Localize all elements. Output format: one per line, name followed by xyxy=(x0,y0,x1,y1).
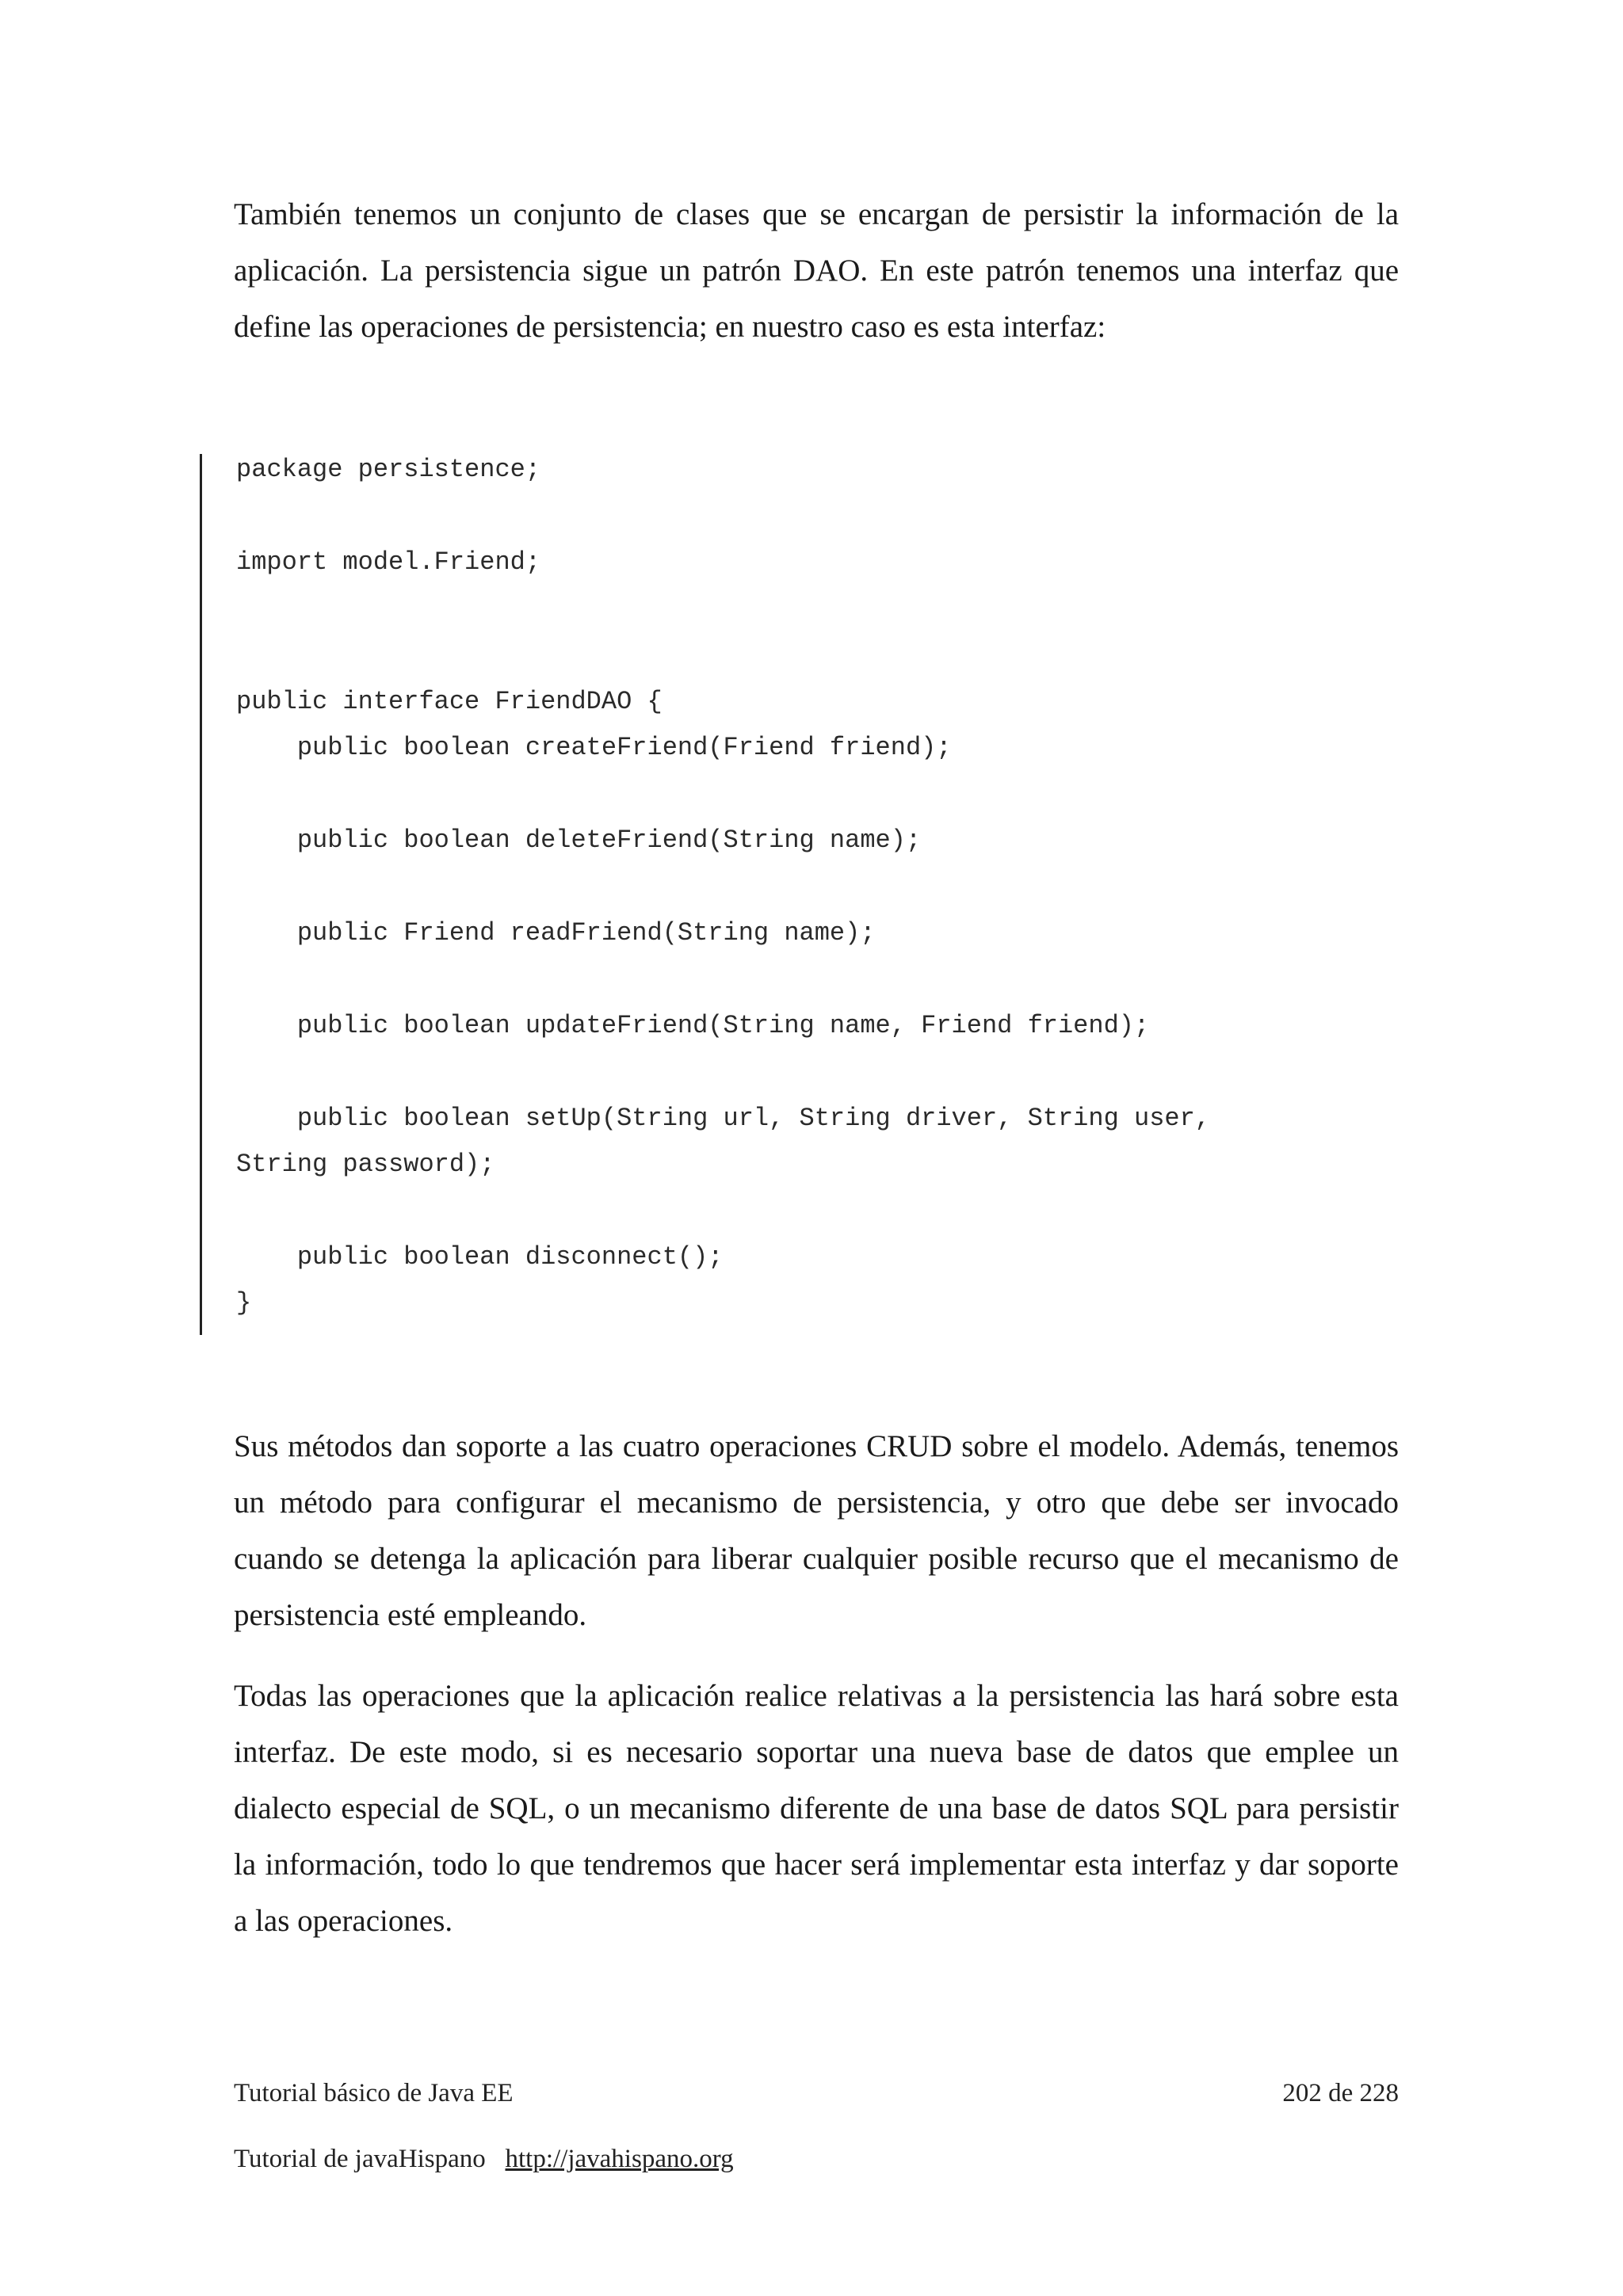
code-line-read: public Friend readFriend(String name); xyxy=(236,918,876,948)
page-counter xyxy=(1282,2077,1399,2109)
footer-title: Tutorial básico de Java EE xyxy=(234,2079,514,2107)
publisher-link[interactable]: http://javahispano.org xyxy=(505,2145,734,2173)
code-line-import: import model.Friend; xyxy=(236,547,541,577)
code-line-closing-brace: } xyxy=(236,1288,252,1318)
footer-publisher xyxy=(234,2143,734,2175)
code-line-create: public boolean createFriend(Friend friend); xyxy=(236,733,952,762)
code-line-package: package persistence; xyxy=(236,455,541,484)
publisher-label: Tutorial de javaHispano xyxy=(234,2145,486,2173)
code-line-setup-continued: String password); xyxy=(236,1150,495,1179)
code-line-update: public boolean updateFriend(String name, Friend friend); xyxy=(236,1011,1150,1040)
page-total: 228 xyxy=(1359,2079,1399,2107)
code-line-disconnect: public boolean disconnect(); xyxy=(236,1242,724,1272)
code-line-setup: public boolean setUp(String url, String driver, String user, xyxy=(236,1104,1210,1133)
operations-paragraph: Todas las operaciones que la aplicación realice relativas a la persistencia las hará sobre esta interfaz. De este modo, si es necesario soportar una nueva base de datos que emplee un dialecto especial de SQL, o un mecanismo diferente de una base de datos SQL para persistir la información, todo lo que tendremos que hacer será implementar esta interfaz y dar soporte a las operaciones. xyxy=(234,1679,1399,1938)
code-line-interface: public interface FriendDAO { xyxy=(236,687,663,716)
intro-paragraph: También tenemos un conjunto de clases que se encargan de persistir la información de la aplicación. La persistencia sigue un patrón DAO. En este patrón tenemos una interfaz que define las operaciones de persistencia; en nuestro caso es esta interfaz: xyxy=(234,197,1399,344)
page-number: 202 xyxy=(1282,2079,1322,2107)
code-listing xyxy=(200,454,1407,1335)
methods-paragraph: Sus métodos dan soporte a las cuatro operaciones CRUD sobre el modelo. Además, tenemos un método para configurar el mecanismo de persistencia, y otro que debe ser invocado cuando se detenga la aplicación para liberar cualquier posible recurso que el mecanismo de persistencia esté empleando. xyxy=(234,1429,1399,1632)
page-separator: de xyxy=(1328,2079,1354,2107)
code-line-delete: public boolean deleteFriend(String name); xyxy=(236,826,922,855)
